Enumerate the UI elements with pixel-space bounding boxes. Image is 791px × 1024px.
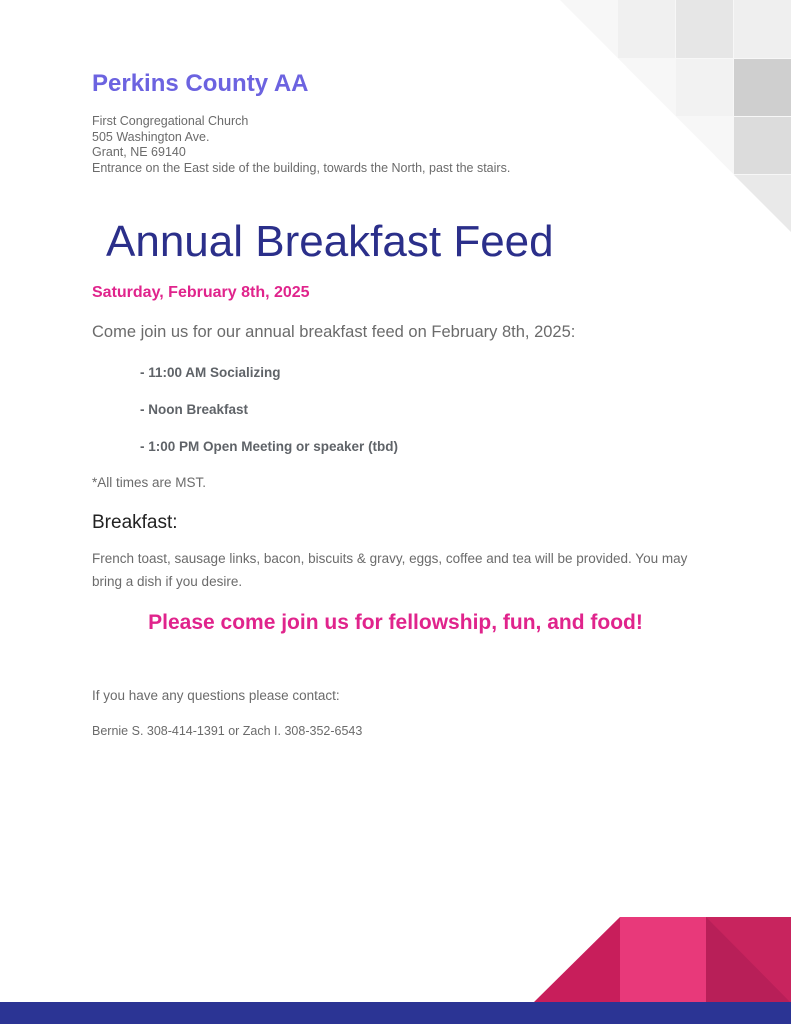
event-intro: Come join us for our annual breakfast feed on February 8th, 2025: <box>92 323 576 341</box>
schedule-item: - 11:00 AM Socializing <box>140 365 281 380</box>
entrance-note: Entrance on the East side of the building, towards the North, past the stairs. <box>92 160 511 175</box>
address-line: 505 Washington Ave. <box>92 129 210 144</box>
breakfast-description: French toast, sausage links, bacon, biscuits & gravy, eggs, coffee and tea will be provided. You may bring a dish if you desire. <box>92 551 688 589</box>
schedule-item: - Noon Breakfast <box>140 402 249 417</box>
event-title: Annual Breakfast Feed <box>106 217 554 266</box>
contact-names: Bernie S. 308-414-1391 or Zach I. 308-352-6543 <box>92 724 363 738</box>
organization-name: Perkins County AA <box>92 70 309 97</box>
schedule-list <box>140 364 398 475</box>
time-zone-note: *All times are MST. <box>92 475 207 490</box>
address-block <box>92 114 510 176</box>
address-line: Grant, NE 69140 <box>92 145 186 159</box>
event-date: Saturday, February 8th, 2025 <box>92 284 310 301</box>
contact-intro: If you have any questions please contact: <box>92 688 340 703</box>
invitation-callout: Please come join us for fellowship, fun, and food! <box>148 611 643 634</box>
breakfast-heading: Breakfast: <box>92 512 178 533</box>
corner-decoration-bottom <box>0 905 791 1024</box>
schedule-item: - 1:00 PM Open Meeting or speaker (tbd) <box>140 439 399 454</box>
address-line: First Congregational Church <box>92 114 249 128</box>
